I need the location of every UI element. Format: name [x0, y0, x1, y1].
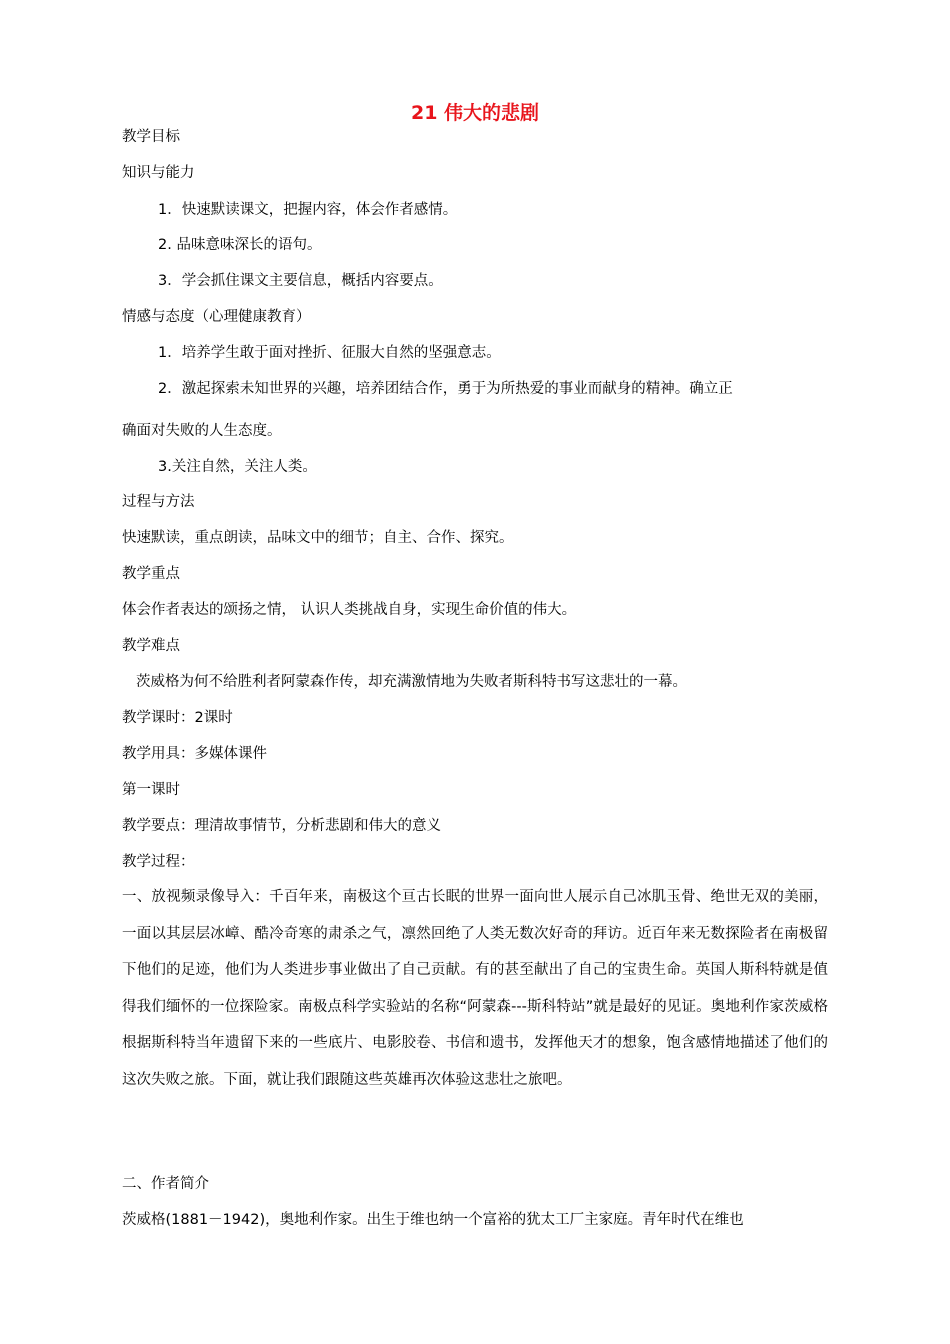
- process-method-text: 快速默读，重点朗读，品味文中的细节；自主、合作、探究。: [122, 530, 514, 546]
- class-hours: 教学课时：2课时: [122, 710, 233, 726]
- author-intro-heading: 二、作者简介: [122, 1176, 209, 1192]
- emotion-item-2-continued: 确面对失败的人生态度。: [122, 423, 282, 439]
- subheading-knowledge-ability: 知识与能力: [122, 165, 195, 181]
- author-bio-text: 茨威格(1881－1942)，奥地利作家。出生于维也纳一个富裕的犹太工厂主家庭。青年时代在维也: [122, 1212, 744, 1228]
- heading-difficult-points: 教学难点: [122, 638, 180, 654]
- emotion-item-1: 1．培养学生敢于面对挫折、征服大自然的坚强意志。: [158, 345, 501, 361]
- goal-item-2: 2. 品味意味深长的语句。: [158, 237, 322, 253]
- subheading-emotion-attitude: 情感与态度（心理健康教育）: [122, 309, 311, 325]
- teaching-key-notes: 教学要点：理清故事情节，分析悲剧和伟大的意义: [122, 818, 441, 834]
- subheading-process-method: 过程与方法: [122, 494, 195, 510]
- heading-key-points: 教学重点: [122, 566, 180, 582]
- emotion-item-3: 3.关注自然，关注人类。: [158, 459, 317, 475]
- intro-paragraph: 一、放视频录像导入：千百年来，南极这个亘古长眠的世界一面向世人展示自己冰肌玉骨、绝世无双的美丽，一面以其层层冰嶂、酷冷奇寒的肃杀之气，凛然回绝了人类无数次好奇的拜访。近百年来无数探险者在南极留下他们的足迹，他们为人类进步事业做出了自己贡献。有的甚至献出了自己的宝贵生命。英国人斯科特就是值得我们缅怀的一位探险家。南极点科学实验站的名称“阿蒙森---斯科特站”就是最好的见证。奥地利作家茨威格根据斯科特当年遗留下来的一些底片、电影胶卷、书信和遗书，发挥他天才的想象，饱含感情地描述了他们的这次失败之旅。下面，就让我们跟随这些英雄再次体验这悲壮之旅吧。: [122, 889, 828, 1088]
- goal-item-1: 1．快速默读课文，把握内容，体会作者感情。: [158, 202, 458, 218]
- emotion-item-2: 2．激起探索未知世界的兴趣，培养团结合作，勇于为所热爱的事业而献身的精神。确立正: [158, 381, 733, 397]
- document-title: 21 伟大的悲剧: [410, 102, 540, 124]
- teaching-tools: 教学用具：多媒体课件: [122, 746, 267, 762]
- difficult-points-text: 茨威格为何不给胜利者阿蒙森作传，却充满激情地为失败者斯科特书写这悲壮的一幕。: [136, 674, 687, 690]
- goal-item-3: 3．学会抓住课文主要信息，概括内容要点。: [158, 273, 443, 289]
- first-lesson-heading: 第一课时: [122, 782, 180, 798]
- key-points-text: 体会作者表达的颂扬之情， 认识人类挑战自身，实现生命价值的伟大。: [122, 602, 577, 618]
- heading-teaching-goals: 教学目标: [122, 129, 180, 145]
- teaching-process-heading: 教学过程：: [122, 854, 195, 870]
